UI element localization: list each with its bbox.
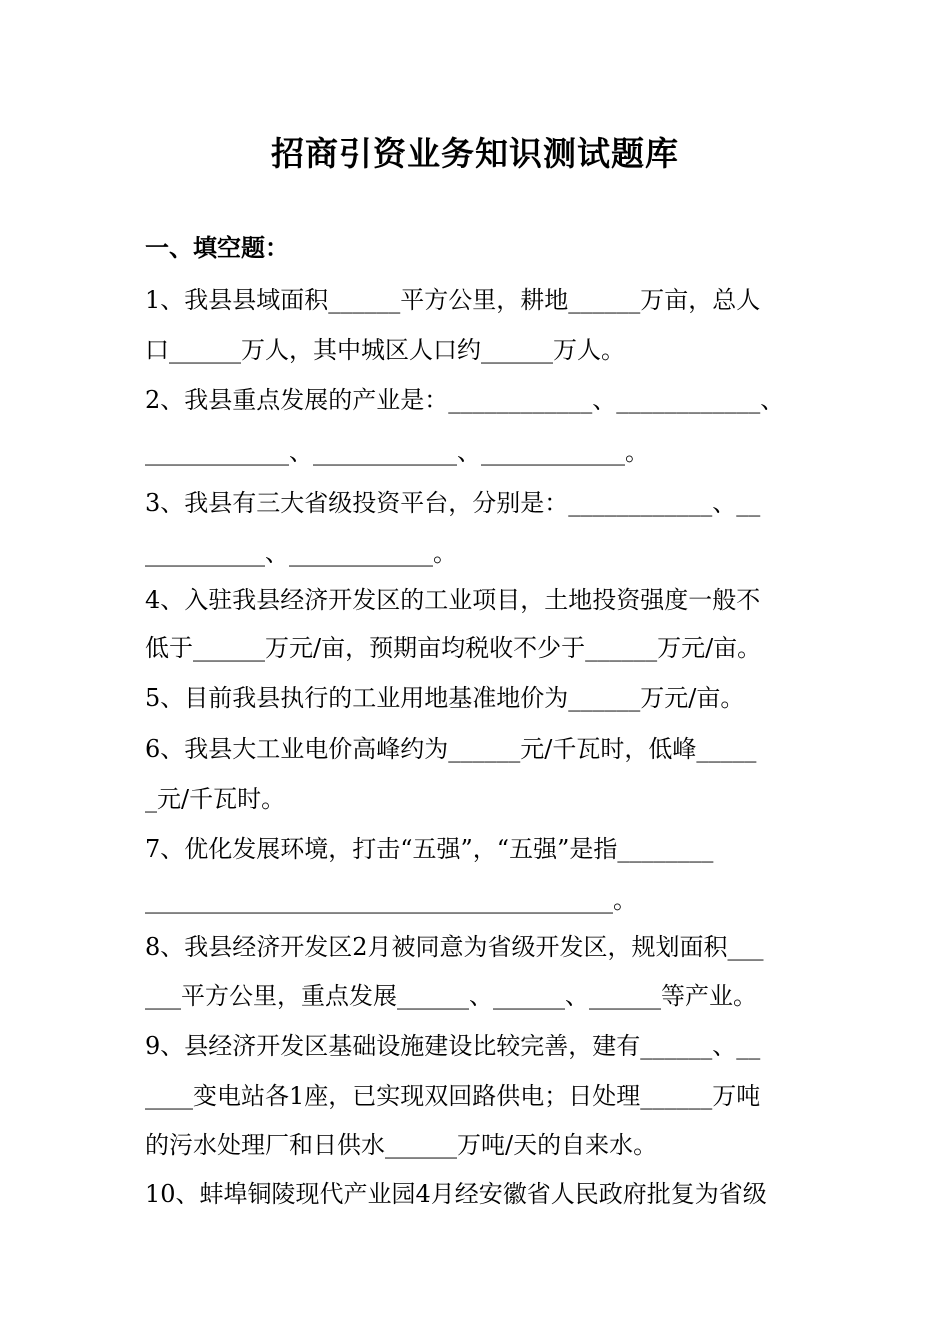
question-line: 6、我县大工业电价高峰约为______元/千瓦时，低峰_____ — [145, 735, 757, 763]
section-heading: 一、填空题： — [145, 233, 289, 262]
question-line: ____变电站各1座，已实现双回路供电；日处理______万吨 — [145, 1082, 761, 1110]
question-line: _______________________________________。 — [145, 886, 637, 914]
question-line: 的污水处理厂和日供水______万吨/天的自来水。 — [145, 1131, 658, 1159]
question-line: 5、目前我县执行的工业用地基准地价为______万元/亩。 — [145, 684, 745, 712]
question-line: __________、____________。 — [145, 539, 457, 567]
question-line: 1、我县县域面积______平方公里，耕地______万亩，总人 — [145, 286, 761, 314]
question-line: 8、我县经济开发区2月被同意为省级开发区，规划面积___ — [145, 933, 764, 961]
question-line: _元/千瓦时。 — [145, 785, 286, 813]
question-line: 9、县经济开发区基础设施建设比较完善，建有______、__ — [145, 1032, 761, 1060]
question-line: 低于______万元/亩，预期亩均税收不少于______万元/亩。 — [145, 634, 762, 662]
question-line: ____________、____________、____________。 — [145, 438, 649, 466]
question-line: 10、蚌埠铜陵现代产业园4月经安徽省人民政府批复为省级 — [145, 1180, 767, 1208]
question-line: ___平方公里，重点发展______、______、______等产业。 — [145, 982, 757, 1010]
question-line: 3、我县有三大省级投资平台，分别是：____________、__ — [145, 489, 761, 517]
question-line: 口______万人，其中城区人口约______万人。 — [145, 336, 625, 364]
question-line: 2、我县重点发展的产业是：____________、____________、 — [145, 386, 785, 414]
question-line: 7、优化发展环境，打击“五强”，“五强”是指________ — [145, 835, 714, 863]
question-line: 4、入驻我县经济开发区的工业项目，土地投资强度一般不 — [145, 586, 761, 614]
document-title: 招商引资业务知识测试题库 — [271, 134, 679, 173]
